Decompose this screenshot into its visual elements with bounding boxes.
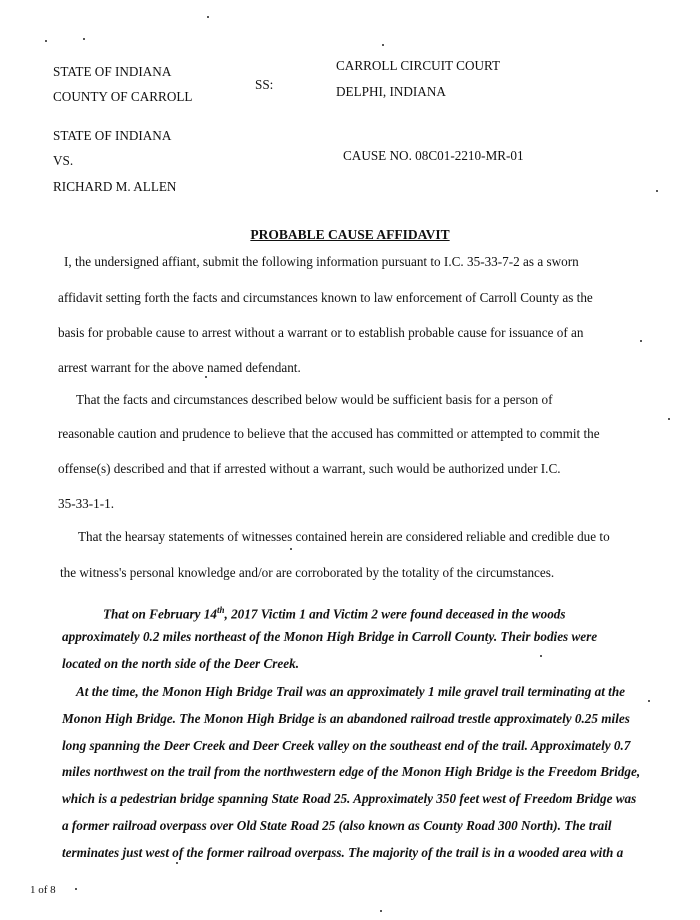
date-text: That on February 14 [103,606,217,622]
defendant-name: RICHARD M. ALLEN [53,179,177,194]
paragraph-line: miles northwest on the trail from the northwestern edge of the Monon High Bridge is the Freedom Bridge, [62,764,641,779]
document-title: PROBABLE CAUSE AFFIDAVIT [250,227,450,242]
paragraph-line: That the facts and circumstances described below would be sufficient basis for a person of [76,392,553,407]
page-number: 1 of 8 [30,884,56,896]
scan-speck [540,655,542,657]
ordinal-suffix: th [216,605,225,615]
caption-court: CARROLL CIRCUIT COURT [336,58,501,73]
caption-ss: SS: [255,77,274,92]
scan-speck [75,888,77,890]
paragraph-line: 35-33-1-1. [58,496,115,511]
paragraph-line: long spanning the Deer Creek and Deer Creek valley on the southeast end of the trail. Approximately 0.7 [62,738,631,753]
paragraph-line: located on the north side of the Deer Creek. [62,656,299,671]
plaintiff-name: STATE OF INDIANA [53,128,172,143]
caption-county: COUNTY OF CARROLL [53,89,193,104]
paragraph-line: the witness's personal knowledge and/or are corroborated by the totality of the circumstances. [60,565,555,580]
scan-speck [205,376,207,378]
scan-speck [640,340,642,342]
scan-speck [290,548,292,550]
scan-speck [83,38,85,40]
scan-speck [648,700,650,702]
cause-number: CAUSE NO. 08C01-2210-MR-01 [343,148,524,163]
paragraph-line: basis for probable cause to arrest without a warrant or to establish probable cause for issuance of an [58,325,584,340]
paragraph-line: arrest warrant for the above named defendant. [58,360,301,375]
caption-state: STATE OF INDIANA [53,64,172,79]
scan-speck [380,910,382,912]
caption-court-location: DELPHI, INDIANA [336,84,446,99]
scan-speck [656,190,658,192]
paragraph-line: At the time, the Monon High Bridge Trail was an approximately 1 mile gravel trail terminating at the [76,684,626,699]
paragraph-line: terminates just west of the former railroad overpass. The majority of the trail is in a wooded area with a [62,845,624,860]
scan-speck [207,16,209,18]
scan-speck [668,418,670,420]
paragraph-line: Monon High Bridge. The Monon High Bridge is an abandoned railroad trestle approximately 0.25 miles [62,711,630,726]
paragraph-line: affidavit setting forth the facts and circumstances known to law enforcement of Carroll County as the [58,290,593,305]
date-continuation: , 2017 Victim 1 and Victim 2 were found deceased in the woods [224,606,566,622]
scan-speck [45,40,47,42]
paragraph-line: approximately 0.2 miles northeast of the Monon High Bridge in Carroll County. Their bodies were [62,629,598,644]
paragraph-line: That the hearsay statements of witnesses contained herein are considered reliable and credible due to [78,529,610,544]
versus-label: VS. [53,153,74,168]
paragraph-line: which is a pedestrian bridge spanning State Road 25. Approximately 350 feet west of Freedom Bridge was [62,791,637,806]
scan-speck [382,44,384,46]
paragraph-line: reasonable caution and prudence to believe that the accused has committed or attempted to commit the [58,426,600,441]
paragraph-line [103,602,566,622]
paragraph-line: a former railroad overpass over Old State Road 25 (also known as County Road 300 North). The trail [62,818,612,833]
paragraph-line: I, the undersigned affiant, submit the following information pursuant to I.C. 35-33-7-2 as a sworn [64,254,579,269]
paragraph-line: offense(s) described and that if arrested without a warrant, such would be authorized under I.C. [58,461,561,476]
scan-speck [176,862,178,864]
